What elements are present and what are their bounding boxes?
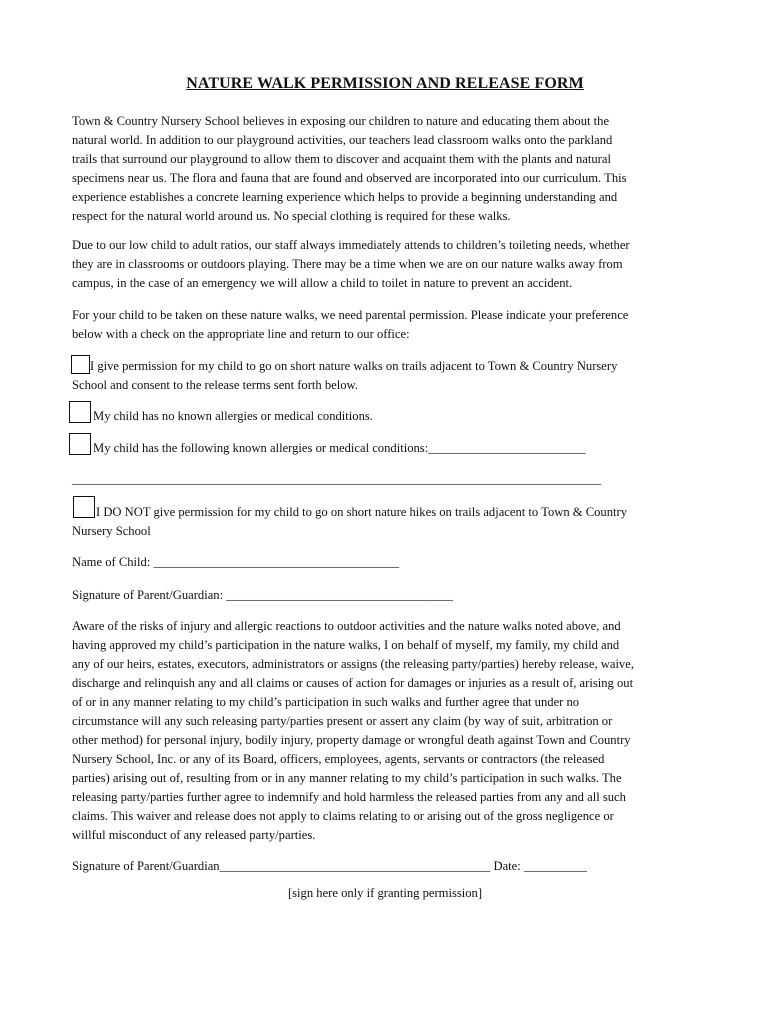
child-name-field[interactable]: Name of Child: _______________________________________ [72,555,400,569]
known-allergies-checkbox[interactable] [69,433,91,455]
intro-line: respect for the natural world around us. No special clothing is required for these walks. [72,209,511,223]
release-line: other method) for personal injury, bodily injury, property damage or wrongful death against Town and Country [72,733,631,747]
sign-note: [sign here only if granting permission] [287,886,483,900]
no-allergies-checkbox[interactable] [69,401,91,423]
release-line: Nursery School, Inc. or any of its Board, officers, employees, agents, servants or contractors (the released [72,752,605,766]
release-line: Aware of the risks of injury and allergic reactions to outdoor activities and the nature walks noted above, and [72,619,621,633]
intro-line: Town & Country Nursery School believes in exposing our children to nature and educating them about the [72,114,610,128]
release-line: parties) arising out of, resulting from or in any manner relating to my child’s participation in such walks. The [72,771,622,785]
allergies-details-line[interactable]: ____________________________________________________________________________________ [72,472,601,486]
give-permission-checkbox[interactable] [71,355,90,374]
release-line: having approved my child’s participation in the nature walks, I on behalf of myself, my family, my child and [72,638,620,652]
intro-line: trails that surround our playground to allow them to discover and acquaint them with the plants and natural [72,152,611,166]
instructions-paragraph [72,306,692,344]
release-line: releasing party/parties further agree to indemnify and hold harmless the released parties from any and all such [72,790,626,804]
guardian-signature-field[interactable]: Signature of Parent/Guardian: ____________________________________ [72,588,453,602]
no-allergies-label: My child has no known allergies or medical conditions. [93,409,373,423]
intro-line: specimens near us. The flora and fauna that are found and observed are incorporated into our curriculum. This [72,171,627,185]
known-allergies-label: My child has the following known allergies or medical conditions:_________________________ [93,441,586,455]
ratio-line: campus, in the case of an emergency we will allow a child to toilet in nature to prevent an accident. [72,276,573,290]
release-line: discharge and relinquish any and all claims or causes of action for damages or injuries as a result of, arising out [72,676,634,690]
no-permission-label: I DO NOT give permission for my child to go on short nature hikes on trails adjacent to Town & Country [96,505,628,519]
release-line: willful misconduct of any released party/parties. [72,828,316,842]
release-paragraph [72,617,692,845]
ratio-paragraph [72,236,692,293]
intro-line: natural world. In addition to our playground activities, our teachers lead classroom walks onto the parkland [72,133,613,147]
no-permission-label-cont: Nursery School [72,524,151,538]
instructions-line: For your child to be taken on these nature walks, we need parental permission. Please indicate your preference [72,308,629,322]
instructions-line: below with a check on the appropriate line and return to our office: [72,327,410,341]
intro-line: experience establishes a concrete learning experience which helps to provide a beginning understanding and [72,190,618,204]
ratio-line: they are in classrooms or outdoors playing. There may be a time when we are on our nature walks away from [72,257,623,271]
release-line: circumstance will any such releasing party/parties present or assert any claim (by way of suit, arbitration or [72,714,613,728]
release-line: of or in any manner relating to my child’s participation in such walks and further agree that under no [72,695,580,709]
give-permission-label-cont: School and consent to the release terms sent forth below. [72,378,358,392]
final-signature-date-field[interactable]: Signature of Parent/Guardian___________________________________________ Date: __________ [72,859,587,873]
intro-paragraph [72,112,692,226]
give-permission-label: I give permission for my child to go on short nature walks on trails adjacent to Town & Country Nursery [90,359,618,373]
release-line: any of our heirs, estates, executors, administrators or assigns (the releasing party/parties) hereby release, waive, [72,657,634,671]
release-line: claims. This waiver and release does not apply to claims relating to or arising out of the gross negligence or [72,809,614,823]
ratio-line: Due to our low child to adult ratios, our staff always immediately attends to children’s toileting needs, whether [72,238,630,252]
no-permission-checkbox[interactable] [73,496,95,518]
form-title: NATURE WALK PERMISSION AND RELEASE FORM [186,75,584,92]
